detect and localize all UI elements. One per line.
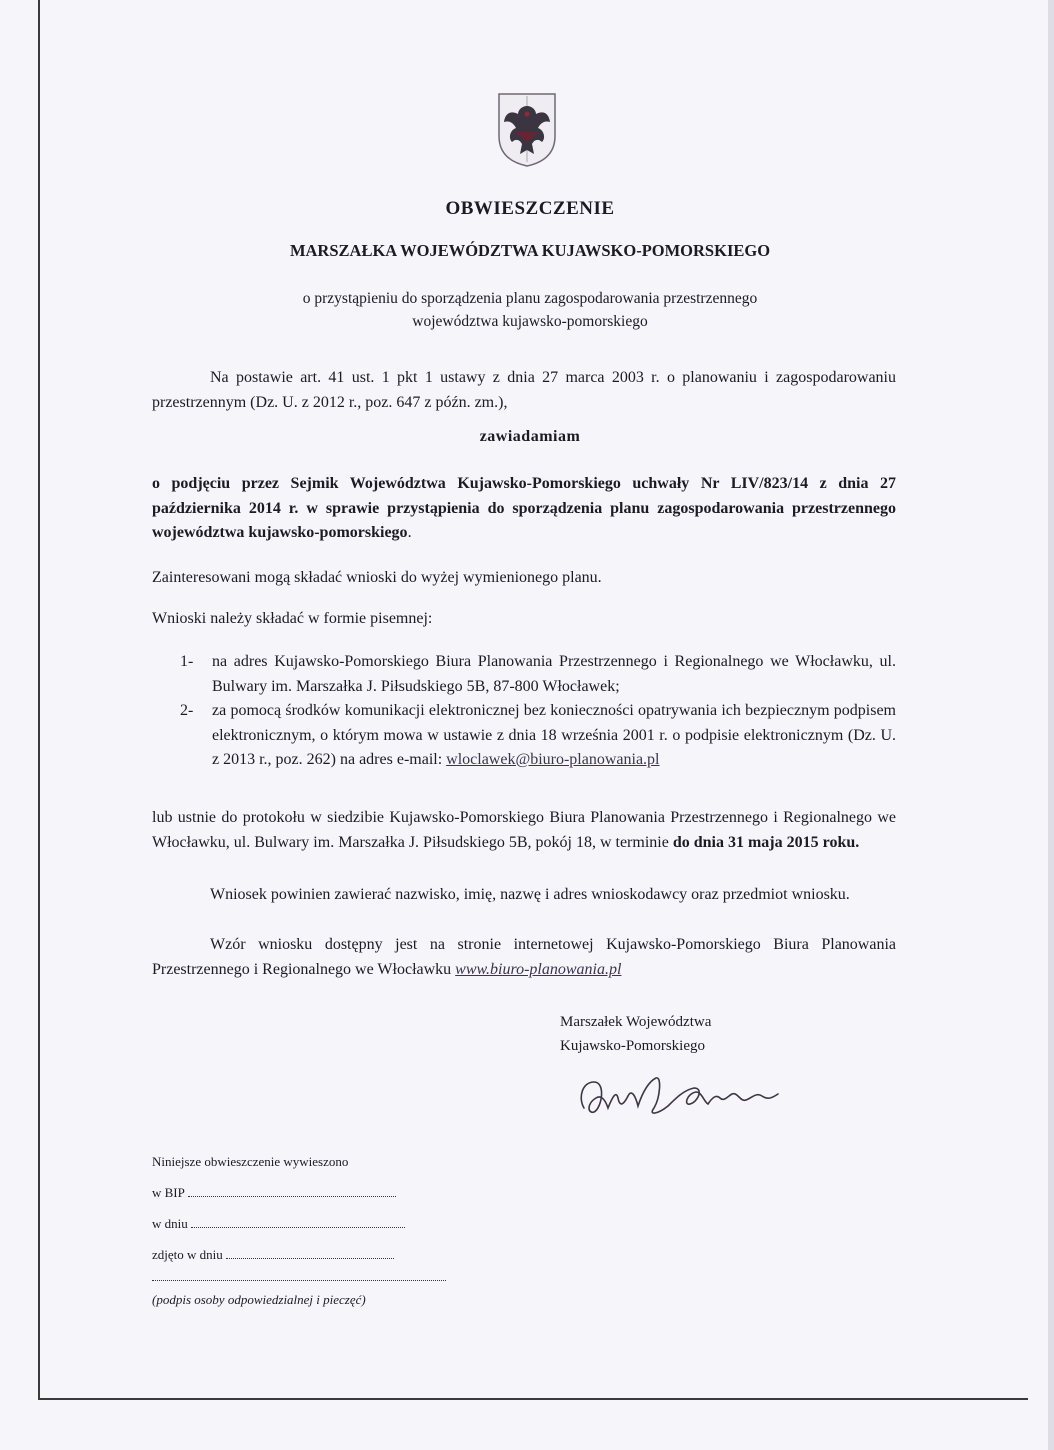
coat-of-arms-icon (496, 92, 558, 168)
day-dotted-field (191, 1215, 405, 1228)
submission-list (180, 650, 896, 773)
contents-paragraph: Wniosek powinien zawierać nazwisko, imię, nazwę i adres wnioskodawcy oraz przedmiot wniosku. (210, 886, 850, 903)
template-text: Wzór wniosku dostępny jest na stronie internetowej Kujawsko-Pomorskiego Biura Planowania Przestrzennego i Regionalnego we Włocławku (152, 936, 896, 978)
handwritten-signature (572, 1068, 802, 1128)
removed-dotted-field (226, 1246, 394, 1259)
template-paragraph (152, 933, 896, 982)
subject-line-2: województwa kujawsko-pomorskiego (412, 313, 648, 330)
posting-bip-row (152, 1177, 405, 1208)
signatory-line-2: Kujawsko-Pomorskiego (560, 1038, 705, 1054)
list-item (180, 650, 896, 699)
signature-note: (podpis osoby odpowiedzialnej i pieczęć) (152, 1292, 366, 1307)
document-issuer: MARSZAŁKA WOJEWÓDZTWA KUJAWSKO-POMORSKIEGO (289, 241, 771, 260)
signatory-line-1: Marszałek Województwa (560, 1014, 712, 1030)
page-right-edge (1048, 0, 1054, 1450)
oral-submission-paragraph (152, 806, 896, 855)
interested-paragraph: Zainteresowani mogą składać wnioski do wyżej wymienionego planu. (152, 569, 602, 586)
list-item-text (212, 699, 896, 773)
oral-text: lub ustnie do protokołu w siedzibie Kujawsko-Pomorskiego Biura Planowania Przestrzennego i Regionalnego we Włocławku, ul. Bulwary im. Marszałka J. Piłsudskiego 5B, pokój 18, w terminie (152, 809, 896, 851)
notify-heading: zawiadamiam (479, 428, 581, 445)
posting-intro: Niniejsze obwieszczenie wywieszono (152, 1154, 349, 1169)
email-link[interactable]: wloclawek@biuro-planowania.pl (446, 751, 660, 768)
list-item-text: na adres Kujawsko-Pomorskiego Biura Planowania Przestrzennego i Regionalnego we Włocławku, ul. Bulwary im. Marszałka J. Piłsudskiego 5B, 87-800 Włocławek; (212, 653, 896, 695)
day-label: w dniu (152, 1216, 188, 1231)
posting-removed-row (152, 1239, 405, 1270)
website-link[interactable]: www.biuro-planowania.pl (455, 960, 622, 978)
removed-label: zdjęto w dniu (152, 1247, 223, 1262)
document-subject (150, 287, 910, 333)
signatory-block (560, 1010, 711, 1058)
page-left-edge (38, 0, 40, 1400)
page-bottom-edge (38, 1398, 1028, 1400)
bip-dotted-field (188, 1184, 396, 1197)
bip-label: w BIP (152, 1185, 185, 1200)
resolution-end: . (407, 524, 412, 541)
document-title: OBWIESZCZENIE (445, 198, 615, 219)
posting-day-row (152, 1208, 405, 1239)
deadline-text: do dnia 31 maja 2015 roku. (672, 833, 860, 851)
list-item-number: 1- (180, 653, 194, 670)
subject-line-1: o przystąpieniu do sporządzenia planu zagospodarowania przestrzennego (302, 290, 758, 307)
posting-form (152, 1146, 405, 1270)
resolution-text: o podjęciu przez Sejmik Województwa Kujawsko-Pomorskiego uchwały Nr LIV/823/14 z dnia 27 października 2014 r. w sprawie przystąpienia do sporządzenia planu zagospodarowania przestrzennego województwa kujawsko-pomorskiego (152, 475, 896, 541)
resolution-paragraph (152, 472, 896, 546)
submit-intro-paragraph: Wnioski należy składać w formie pisemnej: (152, 610, 433, 627)
legal-basis-paragraph: Na postawie art. 41 ust. 1 pkt 1 ustawy z dnia 27 marca 2003 r. o planowaniu i zagospodarowaniu przestrzennym (Dz. U. z 2012 r., poz. 647 z późn. zm.), (152, 369, 896, 411)
list-item-body: za pomocą środków komunikacji elektronicznej bez konieczności opatrywania ich bezpiecznym podpisem elektronicznym, o którym mowa w ustawie z dnia 18 września 2001 r. o podpisie elektronicznym (Dz. U. z 2013 r., poz. 262) na adres e-mail: (212, 702, 896, 768)
signature-dotted-line (152, 1280, 446, 1281)
list-item-number: 2- (180, 702, 194, 719)
list-item (180, 699, 896, 773)
